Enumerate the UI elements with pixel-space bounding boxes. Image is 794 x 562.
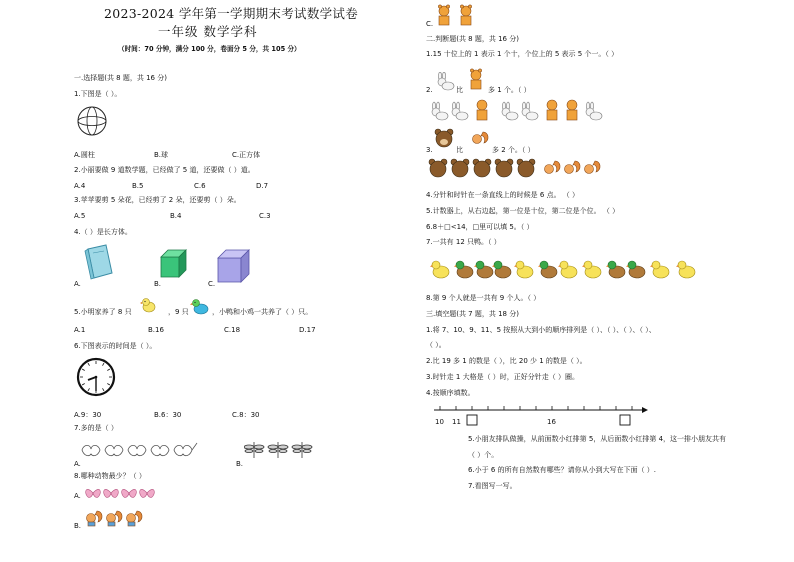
q2-opt-c: C.6 xyxy=(194,182,206,190)
s2-q3-b: 比 xyxy=(456,146,463,154)
s2-q2-a: 2. xyxy=(426,86,433,94)
s2-q2-c: 多 1 个。（ ） xyxy=(488,86,531,94)
q1-opt-a: A.圆柱 xyxy=(74,151,95,159)
sphere-icon xyxy=(76,105,108,137)
section3-heading: 三.填空题(共 7 题，共 18 分) xyxy=(426,310,519,318)
s3-q1-a: 1.将 7、10、9、11、5 按照从大到小的顺序排列是（ ）、（ ）、（ ）、（ ）、 xyxy=(426,326,656,334)
q5-stem-b: ，9 只 xyxy=(168,308,189,316)
q4-opt-a: A. xyxy=(74,280,81,288)
q3-opt-a: A.5 xyxy=(74,212,86,220)
s2-q6: 6.8＋□<14，□里可以填 5。（ ） xyxy=(426,223,534,231)
s2-q8: 8.第 9 个人就是一共有 9 个人。（ ） xyxy=(426,294,541,302)
q5-stem-a: 5.小明家养了 8 只 xyxy=(74,308,132,316)
bears-squirrels-row xyxy=(428,157,604,179)
s2-q3-a: 3. xyxy=(426,146,433,154)
q3-stem: 3.苹苹要剪 5 朵花，已经剪了 2 朵，还要剪（ ）朵。 xyxy=(74,196,241,204)
q1-stem: 1.下图是（ ）。 xyxy=(74,90,122,98)
leaves-row xyxy=(80,442,198,460)
left-column xyxy=(74,0,394,562)
s3-q4: 4.按顺序填数。 xyxy=(426,389,475,397)
box-icon xyxy=(84,243,114,281)
exam-note: （时间：70 分钟，满分 100 分，卷面分 5 分，共 105 分） xyxy=(118,45,301,53)
number-line xyxy=(428,400,650,432)
s3-q2: 2.比 19 多 1 的数是（ ），比 20 少 1 的数是（ ）。 xyxy=(426,357,587,365)
cube-icon xyxy=(160,249,188,279)
q5-opt-d: D.17 xyxy=(299,326,316,334)
q2-opt-a: A.4 xyxy=(74,182,86,190)
squirrels-row xyxy=(84,508,146,528)
tiger-icon xyxy=(468,68,484,90)
chick-icon xyxy=(140,296,158,314)
q1-opt-b: B.球 xyxy=(154,151,169,159)
s3-q7: 7.看图写一写。 xyxy=(468,482,517,490)
duck-icon xyxy=(190,297,210,315)
q4-opt-b: B. xyxy=(154,280,162,288)
nl-label-11: 11 xyxy=(452,418,461,426)
exam-title: 2023-2024 学年第一学期期末考试数学试卷 xyxy=(104,6,359,21)
q2-opt-d: D.7 xyxy=(256,182,269,190)
q5-stem-c: ，小鸭和小鸡一共养了（ ）只。 xyxy=(212,308,313,316)
rabbit-icon xyxy=(434,72,456,92)
q3-opt-c: C.3 xyxy=(259,212,271,220)
q2-opt-b: B.5 xyxy=(132,182,144,190)
s2-q5: 5.计数器上，从右边起，第一位是十位，第二位是个位。 （ ） xyxy=(426,207,620,215)
q1-opt-c: C.正方体 xyxy=(232,151,261,159)
squirrel-icon xyxy=(470,130,490,148)
s3-q6: 6.小于 6 的所有自然数有哪些？请你从小到大写在下面（ ）. xyxy=(468,466,657,474)
q6-stem: 6.下图表示的时间是（ ）。 xyxy=(74,342,157,350)
bear-icon xyxy=(434,128,454,148)
butterflies-row xyxy=(84,484,160,502)
dragonfly-row xyxy=(244,440,314,460)
cube-purple-icon xyxy=(217,249,251,283)
s2-q4: 4.分针和时针在一条直线上的时候是 6 点。 （ ） xyxy=(426,191,580,199)
s2-q3-c: 多 2 个。（ ） xyxy=(492,146,535,154)
q4-stem: 4.（ ）是长方体。 xyxy=(74,228,132,236)
q8-opt-b: B. xyxy=(74,522,82,530)
q2-stem: 2.小丽要做 9 道数学题，已经做了 5 道，还要做（ ）道。 xyxy=(74,166,255,174)
s3-q3: 3.时针走 1 大格是（ ）时，正好分针走（ ）圈。 xyxy=(426,373,580,381)
rabbits-tigers-row xyxy=(428,98,612,122)
q7-stem: 7.多的是（ ） xyxy=(74,424,118,432)
q3-opt-b: B.4 xyxy=(170,212,182,220)
q5-opt-b: B.16 xyxy=(148,326,164,334)
q4-opt-c: C. xyxy=(208,280,216,288)
exam-subtitle: 一年级 数学学科 xyxy=(158,24,258,39)
s2-q2-b: 比 xyxy=(456,86,463,94)
nl-label-10: 10 xyxy=(435,418,444,426)
q8-opt-a: A. xyxy=(74,492,81,500)
q5-opt-a: A.1 xyxy=(74,326,86,334)
right-column xyxy=(426,0,786,562)
s3-q1-b: （ ）。 xyxy=(426,341,446,349)
q6-opt-b: B.6：30 xyxy=(154,411,182,419)
s3-q5-b: （ ）个。 xyxy=(468,451,499,459)
q7-opt-b: B. xyxy=(236,460,244,468)
clock-icon xyxy=(76,357,116,397)
s3-q5-a: 5.小朋友排队做操，从前面数小红排第 5，从后面数小红排第 4，这一排小朋友共有 xyxy=(468,435,727,443)
q6-opt-c: C.8：30 xyxy=(232,411,260,419)
q8-stem: 8.哪种动物最少？（ ） xyxy=(74,472,146,480)
section2-heading: 二.判断题(共 8 题，共 16 分) xyxy=(426,35,519,43)
ducks-row xyxy=(430,258,700,280)
s2-q7: 7.一共有 12 只鸭。（ ） xyxy=(426,238,501,246)
s2-q1: 1.15 十位上的 1 表示 1 个十，个位上的 5 表示 5 个一。（ ） xyxy=(426,50,619,58)
q6-opt-a: A.9：30 xyxy=(74,411,102,419)
q8-opt-c: C. xyxy=(426,20,434,28)
section1-heading: 一.选择题(共 8 题，共 16 分) xyxy=(74,74,167,82)
tigers-row xyxy=(434,4,478,26)
nl-label-16: 16 xyxy=(547,418,556,426)
q7-opt-a: A. xyxy=(74,460,81,468)
q5-opt-c: C.18 xyxy=(224,326,241,334)
